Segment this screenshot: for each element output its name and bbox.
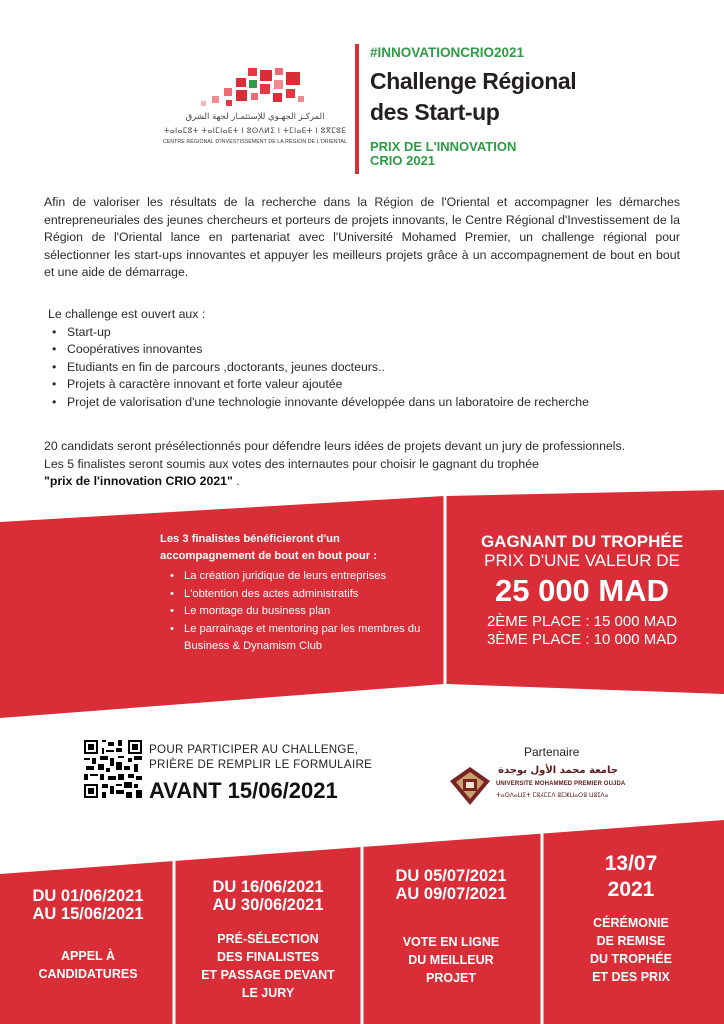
prize-heading: GAGNANT DU TROPHÉE <box>480 532 684 551</box>
step-4-desc-line-3: DU TROPHÉE <box>590 952 672 966</box>
step-3-desc <box>366 933 536 987</box>
step-1-date-line-2: AU 15/06/2021 <box>32 905 144 923</box>
partner-tifinagh-name: ⵜⴰⵙⴷⴰⵡⵉⵜ ⵎⵓⵃⵎⵎⴷ ⵓⵎⵣⵡⴰⵔⵓ ⵡⵓⵊⴷⴰ <box>496 792 609 799</box>
third-place: 3ÈME PLACE : 10 000 MAD <box>486 631 678 648</box>
partner-arabic-name: جامعة محمد الأول بوجدة <box>498 765 618 776</box>
page-subtitle <box>370 140 516 168</box>
step-3-desc-line-3: PROJET <box>425 971 476 985</box>
list-item: • L'obtention des actes administratifs <box>170 586 430 604</box>
step-1-date <box>6 887 170 923</box>
step-3-desc-line-1: VOTE EN LIGNE <box>402 935 500 949</box>
title-line-1: Challenge Régional <box>370 68 577 94</box>
step-2-desc-line-2: DES FINALISTES <box>216 950 320 964</box>
title-line-2: des Start-up <box>370 99 500 125</box>
step-3-desc-line-2: DU MEILLEUR <box>408 953 494 967</box>
step-4-date-line-2: 2021 <box>607 878 655 901</box>
step-1-date-line-1: DU 01/06/2021 <box>32 887 144 905</box>
timeline-step-4 <box>546 851 716 986</box>
timeline-step-3 <box>366 867 536 987</box>
prize-places <box>450 613 714 649</box>
step-3-date-line-1: DU 05/07/2021 <box>395 867 507 885</box>
selection-suffix: . <box>232 474 240 488</box>
university-emblem-icon <box>450 767 490 805</box>
list-item: • Le montage du business plan <box>170 603 430 621</box>
list-item: • Projet de valorisation d'une technologie innovante développée dans un laboratoire de recherche <box>52 394 589 411</box>
finalists-list <box>170 568 430 656</box>
prize-amount: 25 000 MAD <box>494 573 670 608</box>
hashtag: #INNOVATIONCRIO2021 <box>370 45 525 60</box>
deadline: AVANT 15/06/2021 <box>149 778 338 803</box>
step-1-desc-line-1: APPEL À <box>61 949 115 963</box>
list-item: • Le parrainage et mentoring par les membres du Business & Dynamism Club <box>170 621 430 656</box>
list-item: • Start-up <box>52 324 589 341</box>
step-1-desc <box>6 947 170 983</box>
finalists-block <box>160 531 430 656</box>
selection-line-2: Les 5 finalistes seront soumis aux votes des internautes pour choisir le gagnant du trophée <box>44 456 539 471</box>
crio-logo <box>160 68 350 152</box>
open-to-label: Le challenge est ouvert aux : <box>48 307 206 321</box>
finalists-title <box>160 531 430 565</box>
list-item: • Etudiants en fin de parcours ,doctorants, jeunes docteurs.. <box>52 359 589 376</box>
timeline-step-2 <box>179 878 357 1002</box>
step-4-desc-line-1: CÉRÉMONIE <box>593 916 669 930</box>
prize-block <box>450 532 714 649</box>
list-item: • Coopératives innovantes <box>52 341 589 358</box>
logo-tifinagh-text: ⵜⴰⵏⴰⵎⵓⵜ ⵜⴰⵏⵎⵏⴰⴹⵜ ⵏ ⵓⵙⴷⵍⵉ ⵏ ⵜⵎⵏⴰⴹⵜ ⵏ ⵓⴳⵎⵓⴹ <box>163 126 347 135</box>
step-4-desc-line-2: DE REMISE <box>596 934 666 948</box>
participate-line-2: PRIÈRE DE REMPLIR LE FORMULAIRE <box>149 758 373 771</box>
step-4-desc-line-4: ET DES PRIX <box>592 970 670 984</box>
second-place: 2ÈME PLACE : 15 000 MAD <box>486 613 678 630</box>
step-2-desc-line-3: ET PASSAGE DEVANT <box>201 968 335 982</box>
subtitle-line-1: PRIX DE L'INNOVATION <box>370 139 517 154</box>
open-to-list <box>52 324 589 411</box>
selection-line-1: 20 candidats seront présélectionnés pour défendre leurs idées de projets devant un jury de professionnels. <box>44 439 626 453</box>
step-2-desc-line-1: PRÉ-SÉLECTION <box>217 932 319 946</box>
logo-french-text: CENTRE RÉGIONAL D'INVESTISSEMENT DE LA RÉGION DE L'ORIENTAL <box>162 139 348 145</box>
participate-line-1: POUR PARTICIPER AU CHALLENGE, <box>149 743 359 756</box>
page-title <box>370 66 576 128</box>
participate-instructions <box>149 742 372 772</box>
step-2-date-line-1: DU 16/06/2021 <box>212 878 324 896</box>
selection-paragraph <box>44 438 684 491</box>
finalists-title-line-1: Les 3 finalistes bénéficieront d'un <box>160 533 340 545</box>
logo-arabic-text: المركـز الجهـوي للإستثمـار لجهة الشرق <box>185 112 325 122</box>
step-3-date <box>366 867 536 903</box>
prize-name: "prix de l'innovation CRIO 2021" <box>44 474 233 488</box>
step-2-desc <box>179 930 357 1002</box>
step-2-date <box>179 878 357 914</box>
list-item: • Projets à caractère innovant et forte valeur ajoutée <box>52 376 589 393</box>
timeline-step-1 <box>6 887 170 983</box>
step-2-desc-line-4: LE JURY <box>241 986 295 1000</box>
partner-french-name: UNIVERSITE MOHAMMED PREMIER OUJDA <box>496 781 626 787</box>
selection-line-3 <box>44 473 684 491</box>
step-4-date-line-1: 13/07 <box>604 852 658 875</box>
prize-subheading: PRIX D'UNE VALEUR DE <box>484 551 680 570</box>
header-divider <box>355 44 359 174</box>
step-1-desc-line-2: CANDIDATURES <box>38 967 138 981</box>
list-item: • La création juridique de leurs entreprises <box>170 568 430 586</box>
subtitle-line-2: CRIO 2021 <box>370 153 436 168</box>
partner-label: Partenaire <box>524 745 580 759</box>
crio-mosaic-icon <box>196 68 306 108</box>
step-4-date <box>546 851 716 903</box>
step-2-date-line-2: AU 30/06/2021 <box>212 896 324 914</box>
finalists-title-line-2: accompagnement de bout en bout pour : <box>160 550 377 562</box>
intro-paragraph: Afin de valoriser les résultats de la recherche dans la Région de l'Oriental et accompagner les démarches entrepreneuriales des jeunes chercheurs et porteurs de projets innovants, le Centre Régional d'Investissement de la Région de l'Oriental lance en partenariat avec l'Université Mohamed Premier, un challenge régional pour sélectionner les start-ups innovantes et appuyer les meilleurs projets grâce à un accompagnement de bout en bout et une aide de démarrage. <box>44 195 680 279</box>
step-3-date-line-2: AU 09/07/2021 <box>395 885 507 903</box>
step-4-desc <box>546 914 716 986</box>
qr-code-icon[interactable] <box>84 740 142 798</box>
